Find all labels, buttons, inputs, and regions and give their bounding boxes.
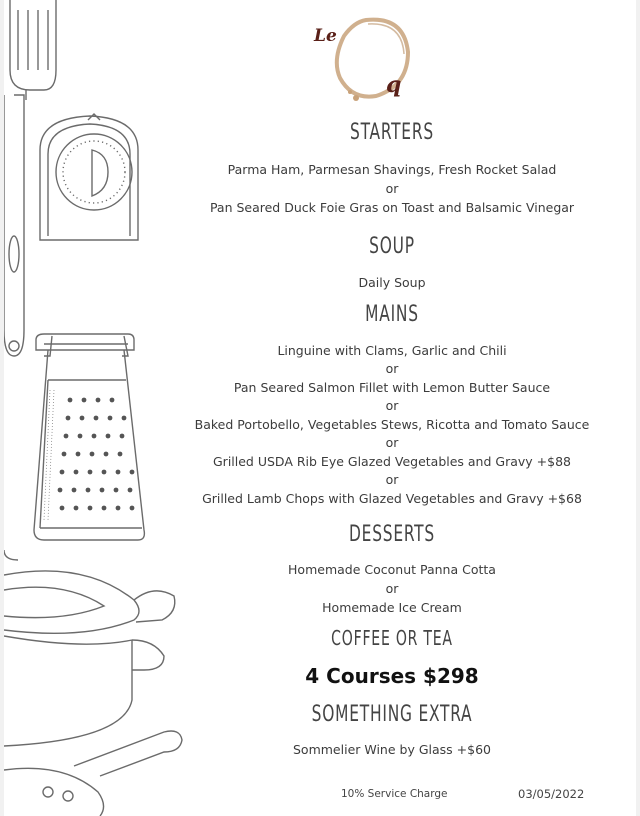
grater-icon xyxy=(34,334,144,540)
soup-item: Daily Soup xyxy=(358,275,426,290)
menu-date: 03/05/2022 xyxy=(518,787,585,801)
kitchen-illustration xyxy=(4,0,204,816)
starter-item: Pan Seared Duck Foie Gras on Toast and Balsamic Vinegar xyxy=(209,200,575,215)
extra-heading: SOMETHING EXTRA xyxy=(311,702,473,727)
spatula-icon xyxy=(10,0,56,100)
menu-page xyxy=(4,0,636,816)
or-separator: or xyxy=(385,472,399,487)
or-separator: or xyxy=(385,398,399,413)
restaurant-logo xyxy=(304,12,424,112)
logo-text-le: Le xyxy=(314,26,337,46)
timer-icon xyxy=(40,114,138,240)
pot-icon xyxy=(4,550,175,746)
soup-heading: SOUP xyxy=(369,234,415,259)
main-item: Grilled USDA Rib Eye Glazed Vegetables and Gravy +$88 xyxy=(213,454,571,469)
starters-heading: STARTERS xyxy=(350,120,434,145)
or-separator: or xyxy=(385,435,399,450)
logo-text-q: q xyxy=(386,72,402,98)
desserts-heading: DESSERTS xyxy=(349,522,435,547)
coffee-heading: COFFEE OR TEA xyxy=(331,626,453,650)
main-item: Linguine with Clams, Garlic and Chili xyxy=(277,343,507,358)
or-separator: or xyxy=(385,361,399,376)
mains-heading: MAINS xyxy=(365,302,419,327)
ladle-handle-icon xyxy=(4,95,24,356)
course-price: 4 Courses $298 xyxy=(305,664,479,688)
dessert-item: Homemade Coconut Panna Cotta xyxy=(288,562,496,577)
extra-item: Sommelier Wine by Glass +$60 xyxy=(293,742,491,757)
or-separator: or xyxy=(385,181,399,196)
or-separator: or xyxy=(385,581,399,596)
dessert-item: Homemade Ice Cream xyxy=(322,600,462,615)
main-item: Grilled Lamb Chops with Glazed Vegetables and Gravy +$68 xyxy=(202,491,582,506)
main-item: Baked Portobello, Vegetables Stews, Ricotta and Tomato Sauce xyxy=(194,417,590,432)
starter-item: Parma Ham, Parmesan Shavings, Fresh Rocket Salad xyxy=(227,162,557,177)
main-item: Pan Seared Salmon Fillet with Lemon Butter Sauce xyxy=(233,380,551,395)
service-charge-note: 10% Service Charge xyxy=(341,788,448,800)
